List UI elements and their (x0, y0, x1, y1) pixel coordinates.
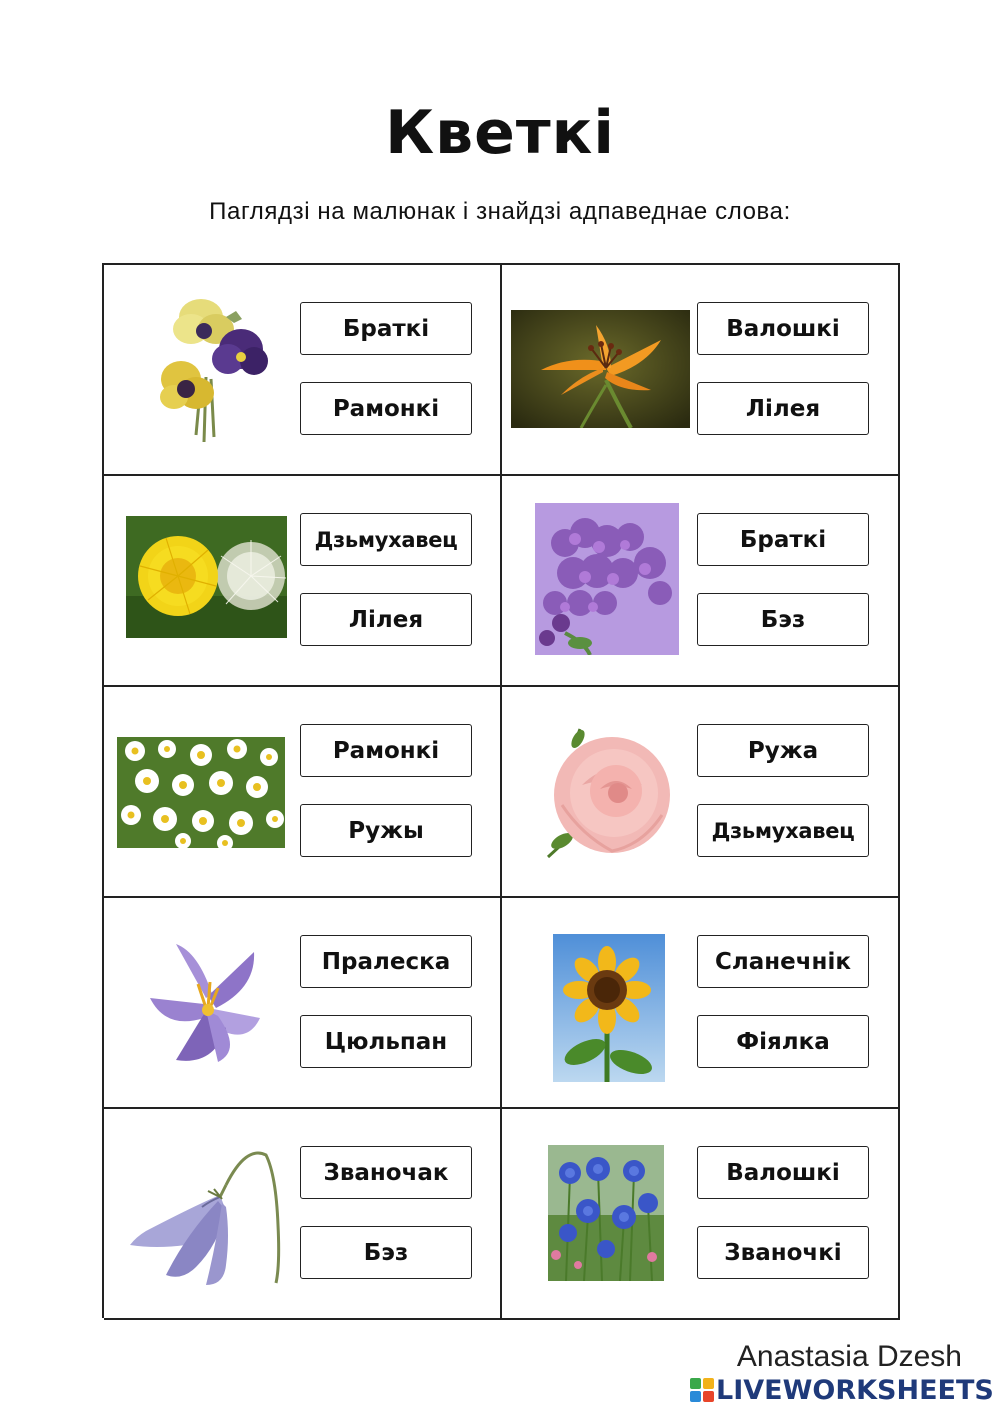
cell-4 (502, 476, 900, 687)
dandelion-icon (126, 516, 287, 638)
cell-5 (104, 687, 502, 898)
option-button-dzmukhavets-2[interactable]: Дзьмухавец (697, 804, 869, 857)
cornflower-icon (548, 1145, 664, 1281)
option-button-bratki-2[interactable]: Браткі (697, 513, 869, 566)
cell-1 (104, 265, 502, 476)
lilac-icon (535, 503, 679, 655)
cell-8 (502, 898, 900, 1109)
option-button-slanechnik[interactable]: Сланечнік (697, 935, 869, 988)
brand-name: LIVEWORKSHEETS (716, 1374, 994, 1406)
option-button-ruzhy[interactable]: Ружы (300, 804, 472, 857)
option-button-ruzha[interactable]: Ружа (697, 724, 869, 777)
option-button-ramonki[interactable]: Рамонкі (300, 382, 472, 435)
lily-icon (511, 310, 690, 428)
pansy-icon (156, 297, 268, 445)
cell-7 (104, 898, 502, 1109)
rose-icon (542, 725, 672, 859)
option-button-bez[interactable]: Бэз (697, 593, 869, 646)
option-button-valoshki[interactable]: Валошкі (697, 302, 869, 355)
option-button-ramonki-2[interactable]: Рамонкі (300, 724, 472, 777)
cell-2 (502, 265, 900, 476)
option-button-lileya-2[interactable]: Лілея (300, 593, 472, 646)
instruction-text: Паглядзі на малюнак і знайдзі адпаведнае слова: (209, 198, 791, 225)
option-button-bratki[interactable]: Браткі (300, 302, 472, 355)
crocus-icon (146, 938, 264, 1066)
option-button-fiyalka[interactable]: Фіялка (697, 1015, 869, 1068)
flower-matching-grid (102, 263, 900, 1318)
page-title: Кветкі (385, 98, 615, 168)
chamomile-icon (117, 737, 285, 848)
liveworksheets-logo-icon (690, 1378, 714, 1402)
option-button-tsyulpan[interactable]: Цюльпан (300, 1015, 472, 1068)
option-button-zvanochki[interactable]: Званочкі (697, 1226, 869, 1279)
cell-6 (502, 687, 900, 898)
option-button-praleska[interactable]: Пралеска (300, 935, 472, 988)
author-name: Anastasia Dzesh (736, 1340, 962, 1373)
option-button-dzmukhavets[interactable]: Дзьмухавец (300, 513, 472, 566)
bellflower-icon (126, 1145, 286, 1293)
cell-3 (104, 476, 502, 687)
cell-10 (502, 1109, 900, 1320)
option-button-valoshki-2[interactable]: Валошкі (697, 1146, 869, 1199)
option-button-bez-2[interactable]: Бэз (300, 1226, 472, 1279)
liveworksheets-brand[interactable] (690, 1374, 994, 1406)
option-button-lileya[interactable]: Лілея (697, 382, 869, 435)
option-button-zvanochak[interactable]: Званочак (300, 1146, 472, 1199)
cell-9 (104, 1109, 502, 1320)
sunflower-icon (553, 934, 665, 1082)
